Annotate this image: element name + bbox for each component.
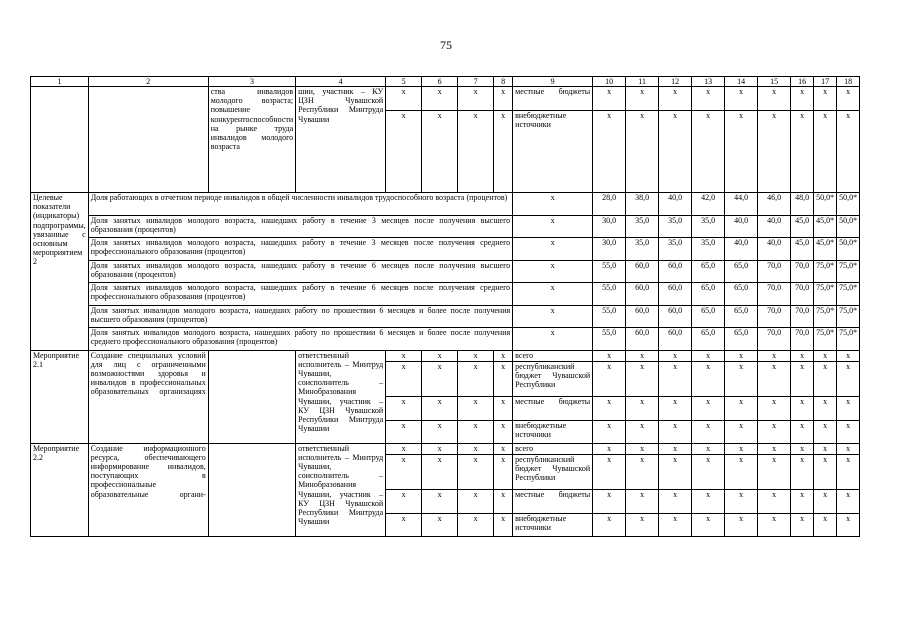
- value-cell: x: [725, 443, 758, 454]
- mark-cell: x: [386, 350, 422, 361]
- indicator-value: 50,0*: [837, 238, 860, 261]
- indicator-value: 60,0: [626, 328, 659, 351]
- indicator-marker: x: [513, 260, 593, 283]
- indicator-row: [31, 260, 860, 283]
- value-cell: x: [692, 111, 725, 193]
- funding-source: внебюджетные источники: [513, 420, 593, 443]
- funding-source: всего: [513, 350, 593, 361]
- indicator-value: 44,0: [725, 193, 758, 216]
- indicator-value: 40,0: [725, 238, 758, 261]
- indicator-value: 35,0: [659, 215, 692, 238]
- value-cell: x: [725, 87, 758, 111]
- indicator-row: [31, 328, 860, 351]
- indicator-marker: x: [513, 238, 593, 261]
- mark-cell: x: [458, 443, 494, 454]
- value-cell: x: [659, 454, 692, 489]
- mark-cell: x: [386, 420, 422, 443]
- indicator-value: 55,0: [593, 260, 626, 283]
- indicator-value: 60,0: [659, 260, 692, 283]
- mark-cell: x: [422, 396, 458, 420]
- indicator-value: 40,0: [659, 193, 692, 216]
- value-cell: x: [593, 396, 626, 420]
- value-cell: x: [659, 443, 692, 454]
- column-number: 12: [659, 77, 692, 87]
- indicator-value: 48,0: [791, 193, 814, 216]
- value-cell: x: [791, 443, 814, 454]
- indicator-value: 75,0*: [814, 260, 837, 283]
- value-cell: x: [626, 87, 659, 111]
- value-cell: x: [758, 87, 791, 111]
- value-cell: x: [725, 489, 758, 513]
- indicator-text: Доля занятых инвалидов молодого возраста, нашедших работу в течение 3 месяцев после получения высшего образования (процентов): [88, 215, 512, 238]
- value-cell: x: [814, 361, 837, 396]
- mark-cell: x: [458, 87, 494, 111]
- indicator-value: 28,0: [593, 193, 626, 216]
- indicator-value: 75,0*: [837, 305, 860, 328]
- page-number: 75: [440, 38, 452, 52]
- indicator-value: 35,0: [626, 238, 659, 261]
- indicator-value: 70,0: [791, 283, 814, 306]
- indicator-value: 60,0: [626, 305, 659, 328]
- mark-cell: x: [386, 454, 422, 489]
- value-cell: x: [837, 513, 860, 536]
- indicator-value: 55,0: [593, 328, 626, 351]
- funding-source: республиканский бюджет Чувашской Республики: [513, 361, 593, 396]
- indicator-text: Доля занятых инвалидов молодого возраста, нашедших работу в течение 6 месяцев после получения высшего образования (процентов): [88, 260, 512, 283]
- event-name: Создание информационного ресурса, обеспечивающего информирование инвалидов, поступающих в профессиональные образовательные органи-: [88, 443, 208, 536]
- goal-text: ства инвалидов молодого возраста; повышение конкурентоспособности на рынке труда инвалидов молодого возраста: [208, 87, 295, 193]
- event-row: [31, 443, 860, 454]
- indicator-value: 70,0: [758, 305, 791, 328]
- indicator-text: Доля занятых инвалидов молодого возраста, нашедших работу в течение 3 месяцев после получения среднего профессионального образования (процентов): [88, 238, 512, 261]
- value-cell: x: [692, 443, 725, 454]
- value-cell: x: [659, 489, 692, 513]
- indicator-value: 50,0*: [837, 215, 860, 238]
- funding-source: всего: [513, 443, 593, 454]
- value-cell: x: [626, 111, 659, 193]
- indicator-value: 45,0*: [814, 215, 837, 238]
- column-number: 6: [422, 77, 458, 87]
- indicator-value: 70,0: [791, 328, 814, 351]
- value-cell: x: [791, 454, 814, 489]
- mark-cell: x: [422, 513, 458, 536]
- value-cell: x: [837, 454, 860, 489]
- value-cell: x: [659, 350, 692, 361]
- indicator-row: [31, 215, 860, 238]
- indicator-value: 75,0*: [814, 305, 837, 328]
- indicator-value: 65,0: [725, 305, 758, 328]
- column-number: 3: [208, 77, 295, 87]
- indicator-value: 60,0: [626, 260, 659, 283]
- value-cell: x: [791, 87, 814, 111]
- mark-cell: x: [494, 489, 513, 513]
- value-cell: x: [837, 420, 860, 443]
- mark-cell: x: [494, 396, 513, 420]
- mark-cell: x: [422, 350, 458, 361]
- value-cell: x: [626, 489, 659, 513]
- indicator-marker: x: [513, 193, 593, 216]
- mark-cell: x: [458, 454, 494, 489]
- value-cell: x: [758, 443, 791, 454]
- mark-cell: x: [494, 420, 513, 443]
- indicator-value: 65,0: [692, 283, 725, 306]
- mark-cell: x: [494, 361, 513, 396]
- indicator-row: [31, 193, 860, 216]
- indicator-value: 75,0*: [814, 283, 837, 306]
- indicator-value: 35,0: [626, 215, 659, 238]
- value-cell: x: [758, 454, 791, 489]
- column-number: 7: [458, 77, 494, 87]
- indicator-value: 75,0*: [837, 328, 860, 351]
- column-number: 8: [494, 77, 513, 87]
- indicator-value: 65,0: [725, 283, 758, 306]
- value-cell: x: [692, 361, 725, 396]
- column-number: 14: [725, 77, 758, 87]
- value-cell: x: [659, 396, 692, 420]
- value-cell: x: [626, 361, 659, 396]
- value-cell: x: [692, 420, 725, 443]
- indicator-value: 60,0: [659, 328, 692, 351]
- column-number: 5: [386, 77, 422, 87]
- funding-source: местные бюджеты: [513, 396, 593, 420]
- value-cell: x: [626, 420, 659, 443]
- value-cell: x: [837, 396, 860, 420]
- value-cell: x: [692, 454, 725, 489]
- event-label: Мероприятие 2.1: [31, 350, 89, 443]
- indicator-row: [31, 283, 860, 306]
- indicator-value: 60,0: [659, 283, 692, 306]
- indicator-value: 70,0: [791, 305, 814, 328]
- mark-cell: x: [494, 87, 513, 111]
- indicator-marker: x: [513, 305, 593, 328]
- value-cell: x: [814, 420, 837, 443]
- mark-cell: x: [422, 87, 458, 111]
- value-cell: x: [659, 361, 692, 396]
- value-cell: x: [692, 489, 725, 513]
- value-cell: x: [626, 350, 659, 361]
- mark-cell: x: [494, 350, 513, 361]
- value-cell: x: [758, 489, 791, 513]
- value-cell: x: [725, 513, 758, 536]
- indicator-value: 75,0*: [837, 283, 860, 306]
- value-cell: x: [758, 350, 791, 361]
- value-cell: x: [593, 87, 626, 111]
- mark-cell: x: [422, 111, 458, 193]
- value-cell: x: [814, 350, 837, 361]
- indicator-value: 45,0: [791, 215, 814, 238]
- column-number: 11: [626, 77, 659, 87]
- indicator-value: 50,0*: [837, 193, 860, 216]
- mark-cell: x: [458, 350, 494, 361]
- value-cell: x: [758, 396, 791, 420]
- event-row: [31, 350, 860, 361]
- value-cell: x: [791, 361, 814, 396]
- indicator-value: 65,0: [692, 305, 725, 328]
- value-cell: x: [725, 454, 758, 489]
- indicator-value: 70,0: [791, 260, 814, 283]
- mark-cell: x: [422, 489, 458, 513]
- value-cell: x: [659, 111, 692, 193]
- funding-source: внебюджетные источники: [513, 111, 593, 193]
- column-number: 10: [593, 77, 626, 87]
- column-number-row: [31, 77, 860, 87]
- indicator-value: 42,0: [692, 193, 725, 216]
- funding-source: местные бюджеты: [513, 489, 593, 513]
- value-cell: x: [626, 443, 659, 454]
- mark-cell: x: [494, 454, 513, 489]
- column-number: 15: [758, 77, 791, 87]
- indicator-value: 65,0: [692, 260, 725, 283]
- column-number: 2: [88, 77, 208, 87]
- indicator-value: 60,0: [659, 305, 692, 328]
- value-cell: x: [791, 420, 814, 443]
- mark-cell: x: [386, 111, 422, 193]
- event-label: Мероприятие 2.2: [31, 443, 89, 536]
- mark-cell: x: [386, 361, 422, 396]
- indicator-value: 40,0: [758, 215, 791, 238]
- indicator-value: 35,0: [659, 238, 692, 261]
- indicator-value: 30,0: [593, 215, 626, 238]
- column-number: 18: [837, 77, 860, 87]
- executor-text: шии, участник – КУ ЦЗН Чувашской Республики Минтруда Чувашии: [296, 87, 386, 193]
- empty-cell: [88, 87, 208, 193]
- funding-source: внебюджетные источники: [513, 513, 593, 536]
- column-number: 17: [814, 77, 837, 87]
- indicator-value: 40,0: [725, 215, 758, 238]
- value-cell: x: [758, 420, 791, 443]
- indicator-value: 60,0: [626, 283, 659, 306]
- value-cell: x: [725, 111, 758, 193]
- indicator-value: 35,0: [692, 238, 725, 261]
- value-cell: x: [837, 350, 860, 361]
- indicator-value: 35,0: [692, 215, 725, 238]
- mark-cell: x: [386, 87, 422, 111]
- value-cell: x: [593, 454, 626, 489]
- value-cell: x: [725, 396, 758, 420]
- indicators-label: Целевые показатели (индикаторы) подпрограммы, увязанные с основным мероприятием 2: [31, 193, 89, 351]
- value-cell: x: [814, 396, 837, 420]
- mark-cell: x: [494, 513, 513, 536]
- value-cell: x: [659, 513, 692, 536]
- indicator-value: 75,0*: [814, 328, 837, 351]
- empty-cell: [31, 87, 89, 193]
- indicator-value: 65,0: [725, 260, 758, 283]
- value-cell: x: [837, 443, 860, 454]
- mark-cell: x: [422, 454, 458, 489]
- column-number: 4: [296, 77, 386, 87]
- value-cell: x: [814, 111, 837, 193]
- mark-cell: x: [422, 443, 458, 454]
- event-executor: ответственный исполнитель – Минтруд Чувашии, соисполнитель – Минобразования Чувашии, участник – КУ ЦЗН Чувашской Республики Минтруда Чувашии: [296, 443, 386, 536]
- value-cell: x: [725, 361, 758, 396]
- value-cell: x: [692, 513, 725, 536]
- mark-cell: x: [422, 361, 458, 396]
- indicator-text: Доля занятых инвалидов молодого возраста, нашедших работу по прошествии 6 месяцев и более после получения высшего образования (процентов): [88, 305, 512, 328]
- indicator-value: 70,0: [758, 283, 791, 306]
- value-cell: x: [725, 420, 758, 443]
- value-cell: x: [659, 420, 692, 443]
- value-cell: x: [814, 443, 837, 454]
- indicator-value: 45,0*: [814, 238, 837, 261]
- value-cell: x: [837, 87, 860, 111]
- value-cell: x: [626, 513, 659, 536]
- value-cell: x: [791, 350, 814, 361]
- column-number: 1: [31, 77, 89, 87]
- value-cell: x: [791, 396, 814, 420]
- indicator-value: 30,0: [593, 238, 626, 261]
- indicator-value: 65,0: [692, 328, 725, 351]
- indicator-marker: x: [513, 283, 593, 306]
- value-cell: x: [593, 361, 626, 396]
- value-cell: x: [814, 489, 837, 513]
- indicator-marker: x: [513, 215, 593, 238]
- indicator-marker: x: [513, 328, 593, 351]
- indicator-value: 46,0: [758, 193, 791, 216]
- column-number: 16: [791, 77, 814, 87]
- indicator-text: Доля занятых инвалидов молодого возраста, нашедших работу в течение 6 месяцев после получения среднего профессионального образования (процентов): [88, 283, 512, 306]
- indicator-value: 50,0*: [814, 193, 837, 216]
- mark-cell: x: [386, 396, 422, 420]
- mark-cell: x: [458, 513, 494, 536]
- indicator-value: 75,0*: [837, 260, 860, 283]
- value-cell: x: [758, 513, 791, 536]
- indicator-row: [31, 238, 860, 261]
- program-table: [30, 76, 860, 537]
- mark-cell: x: [458, 396, 494, 420]
- mark-cell: x: [494, 443, 513, 454]
- value-cell: x: [692, 396, 725, 420]
- mark-cell: x: [422, 420, 458, 443]
- value-cell: x: [692, 87, 725, 111]
- value-cell: x: [593, 420, 626, 443]
- funding-source: местные бюджеты: [513, 87, 593, 111]
- event-name: Создание специальных условий для лиц с ограниченными возможностями здоровья и инвалидов в профессиональных образовательных организациях: [88, 350, 208, 443]
- continuation-row: [31, 87, 860, 111]
- indicator-text: Доля занятых инвалидов молодого возраста, нашедших работу по прошествии 6 месяцев и более после получения среднего профессионального образования (процентов): [88, 328, 512, 351]
- value-cell: x: [593, 350, 626, 361]
- mark-cell: x: [386, 513, 422, 536]
- value-cell: x: [593, 489, 626, 513]
- value-cell: x: [626, 454, 659, 489]
- empty-cell: [208, 443, 295, 536]
- empty-cell: [208, 350, 295, 443]
- mark-cell: x: [458, 361, 494, 396]
- column-number: 9: [513, 77, 593, 87]
- indicator-value: 65,0: [725, 328, 758, 351]
- indicator-value: 70,0: [758, 328, 791, 351]
- column-number: 13: [692, 77, 725, 87]
- mark-cell: x: [458, 111, 494, 193]
- value-cell: x: [758, 111, 791, 193]
- mark-cell: x: [458, 489, 494, 513]
- value-cell: x: [791, 111, 814, 193]
- value-cell: x: [692, 350, 725, 361]
- value-cell: x: [758, 361, 791, 396]
- value-cell: x: [791, 489, 814, 513]
- indicator-value: 40,0: [758, 238, 791, 261]
- indicator-row: [31, 305, 860, 328]
- indicator-value: 45,0: [791, 238, 814, 261]
- value-cell: x: [814, 87, 837, 111]
- value-cell: x: [725, 350, 758, 361]
- value-cell: x: [837, 489, 860, 513]
- mark-cell: x: [458, 420, 494, 443]
- indicator-value: 55,0: [593, 283, 626, 306]
- value-cell: x: [791, 513, 814, 536]
- mark-cell: x: [386, 489, 422, 513]
- funding-source: республиканский бюджет Чувашской Республики: [513, 454, 593, 489]
- value-cell: x: [814, 513, 837, 536]
- event-executor: ответственный исполнитель – Минтруд Чувашии, соисполнитель – Минобразования Чувашии, участник – КУ ЦЗН Чувашской Республики Минтруда Чувашии: [296, 350, 386, 443]
- value-cell: x: [593, 513, 626, 536]
- value-cell: x: [626, 396, 659, 420]
- value-cell: x: [593, 111, 626, 193]
- mark-cell: x: [386, 443, 422, 454]
- value-cell: x: [659, 87, 692, 111]
- indicator-value: 55,0: [593, 305, 626, 328]
- value-cell: x: [837, 111, 860, 193]
- value-cell: x: [814, 454, 837, 489]
- indicator-value: 38,0: [626, 193, 659, 216]
- indicator-text: Доля работающих в отчетном периоде инвалидов в общей численности инвалидов трудоспособного возраста (процентов): [88, 193, 512, 216]
- value-cell: x: [593, 443, 626, 454]
- value-cell: x: [837, 361, 860, 396]
- mark-cell: x: [494, 111, 513, 193]
- indicator-value: 70,0: [758, 260, 791, 283]
